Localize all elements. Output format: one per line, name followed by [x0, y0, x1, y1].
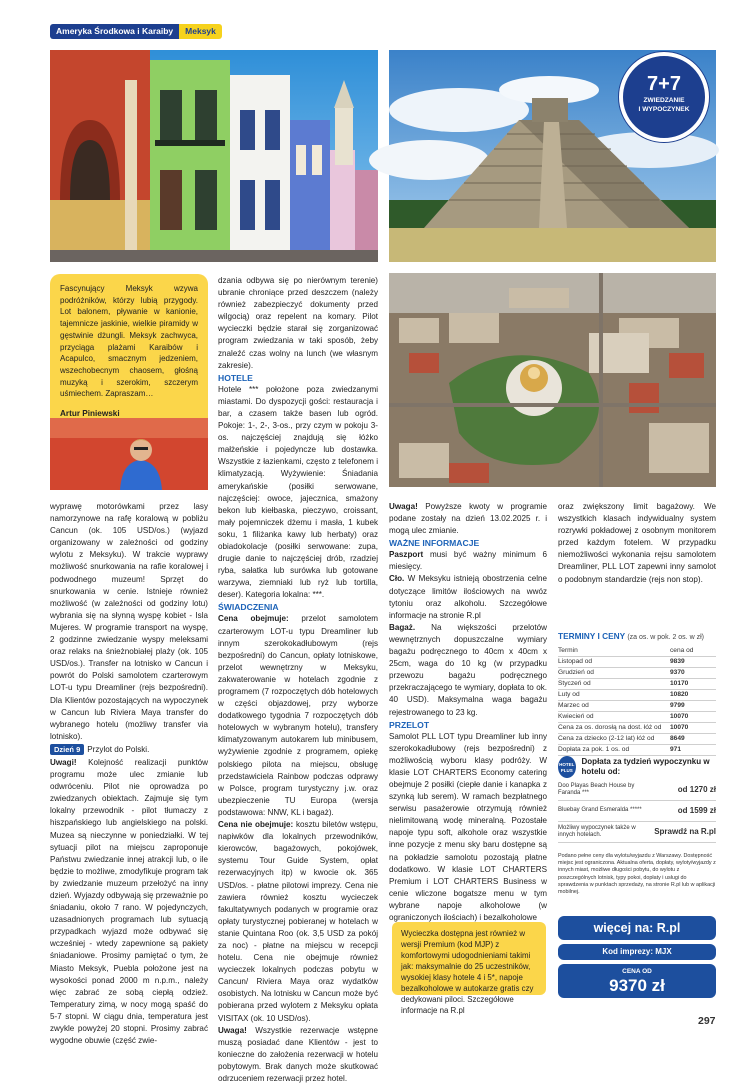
- price-includes-text: przelot samolotem czarterowym LOT-u typu Dreamliner lub innym szerokokadłubowym (rejs bezpośredni) do Cancun, opłaty lotniskowe, przelot wewnętrzny w Meksyku, zakwaterowanie w hotelach zgodnie z programem (7 rozpoczętych dób hotelowych w części objazdowej, przy wyborze dodatkowego tygodnia 7 rozpoczętych dób hotelowych w wybranym hotelu), transfery klimatyzowanym autokarem lub minibusem, wyżywienie zgodnie z programem, opiekę polskiego pilota na miejscu, obsługę przedstawiciela Rainbow podczas odprawy w Polsce, program turystyczny j.w. oraz ubezpieczenie TU Europa (wersja podstawowa: NNW, KL i bagaż).: [218, 614, 378, 817]
- row-value: 9839: [670, 657, 716, 668]
- sightseeing-badge: [619, 52, 709, 142]
- notes-text: Kolejność realizacji punktów programu może ulec zmianie lub odwróceniu. Pilot nie oprowadza po zwiedzanych obiektach. Zajmuje się tym lokalny przewodnik - pilot tłumaczy z hiszpańskiego lub angielskiego na polski. Muzea są nieczynne w poniedziałki. W tej sytuacji pilot na miejscu zaproponuje Państwu zwiedzanie innej atrakcji lub, o ile będzie to możliwe, zmodyfikuje program tak by zwiedzanie muzeum przełożyć na inny dzień. Wyjazdy odbywają się przeważnie po śniadaniu, około 7 rano. W pojedynczych, uzasadnionych programach lub sytuacją przypadkach wyjazd może odbywać się wcześniej - wtedy zapewnione są pakiety śniadaniowe. Prosimy pamiętać o tym, że Miasto Meksyk, Puebla położone jest na wysokości ponad 2000 m n.p.m., należy więc zabrać ze sobą ciepłą odzież. Temperatury zimą, w nocy mogą spaść do 5-7 stopni. W ciągu dnia, temperatura jest zwykle powyżej 20 stopni. Prosimy zabrać wygodne obuwie (część zwie-: [50, 757, 208, 1046]
- hotel-row[interactable]: [558, 822, 716, 843]
- row-value: 10070: [670, 723, 716, 734]
- table-row: [558, 657, 716, 668]
- baggage-text: Na większości przelotów wewnętrznych dopuszczalne wymiary bagażu podręcznego to 40cm x 40cm x 25cm, waga do 10 kg (w przypadku przewozu bagażu podręcznego przekraczającego te wymiary, dopłata to ok. 40 USD). Maksymalna waga bagażu rejestrowanego to 23 kg.: [389, 622, 547, 717]
- price-from-box[interactable]: [558, 964, 716, 998]
- passport-label: Paszport: [389, 550, 424, 560]
- hotel-name: Możliwy wypoczynek także w innych hotelach.: [558, 824, 636, 838]
- prices-table: [558, 646, 716, 756]
- colonial-street-photo: [50, 50, 378, 262]
- price-includes-label: Cena obejmuje:: [218, 614, 289, 624]
- prices-title: [558, 631, 716, 643]
- price-excludes-label: Cena nie obejmuje:: [218, 820, 294, 830]
- rates-note-label: Uwaga!: [389, 502, 418, 511]
- row-label: Kwiecień od: [558, 712, 670, 723]
- more-info-button[interactable]: więcej na: R.pl: [558, 916, 716, 940]
- table-row: [558, 701, 716, 712]
- hotel-row[interactable]: [558, 801, 716, 822]
- column-3: [389, 501, 547, 924]
- col4-text: oraz zwiększony limit bagażowy. We wszystkich klasach indywidualny system rozrywki pokładowej z osobnym monitorem przed każdym fotelem. W przypadku niemożliwości wykonania rejsu samolotem Dreamliner, PLL LOT zapewni inny samolot o podobnym standardzie (rejs non stop).: [558, 502, 716, 584]
- row-label: Listopad od: [558, 657, 670, 668]
- table-row: [558, 668, 716, 679]
- prices-header-row: [558, 646, 716, 657]
- hotel-name: Doo Playas Beach House by Faranda ***: [558, 782, 635, 796]
- row-label: Cena za os. dorosłą na dost. łóż od: [558, 723, 670, 734]
- breadcrumb-region[interactable]: Ameryka Środkowa i Karaiby: [50, 24, 179, 39]
- prices-head-right: cena od: [670, 646, 716, 657]
- heading-flight: PRZELOT: [389, 719, 430, 730]
- table-row: [558, 679, 716, 690]
- column-2: [218, 275, 378, 1085]
- badge-line1: ZWIEDZANIE: [643, 97, 685, 104]
- reservation-note-text: Wszystkie rezerwacje wstępne muszą posiadać dane Klientów - jest to konieczne do założenia rezerwacji w hotelu pobytowym. Brak danych może skutkować odrzuceniem rezerwacji przez hotel.: [218, 1025, 378, 1083]
- customs-text: W Meksyku istnieją obostrzenia celne dotyczące limitów ilościowych na wwóz tytoniu oraz alkoholu. Szczegółowe informacje na stronie R.pl: [389, 574, 547, 620]
- table-row: [558, 712, 716, 723]
- table-row: [558, 690, 716, 701]
- page-number: 297: [698, 1015, 716, 1027]
- customs-label: Cło.: [389, 574, 405, 584]
- price-from-label: CENA OD: [622, 968, 652, 975]
- hotel-plus-logo: HOTEL PLUS: [558, 756, 576, 778]
- hotels-text: Hotele *** położone poza zwiedzanymi miastami. Do dyspozycji gości: restauracja i bar, a czasem także basen lub ogród. Pokoje: 1-, 2-, 3-os., przy czym w pokoju 3-os. najczęściej znajdują się łóżko małżeńskie i pojedyncze lub dostawka. Wszystkie z łazienkami, często z telefonem i klimatyzacją. Wyżywienie: Śniadania amerykańskie (posiłki serwowane, najczęściej: owoce, jajecznica, smażony bekon lub kiełbaska, pieczywo, croissant, mały pojemniczek dżemu i masła, 1 kubek soku, 1 filiżanka kawy lub herbaty) oraz obiadokolacje (posiłki serwowane: zupa, drugie danie to najczęściej drób, rzadziej ryba, sałatka lub surówka lub gotowane warzywa, ziemniaki lub ryż lub tortilla, deser). Kategoria lokalna: ***.: [218, 384, 378, 600]
- baggage-label: Bagaż.: [389, 622, 416, 632]
- row-label: Marzec od: [558, 701, 670, 712]
- hotel-row[interactable]: [558, 780, 716, 801]
- trip-code-label: Kod imprezy: MJX: [558, 944, 716, 960]
- price-from-value: 9370 zł: [609, 976, 665, 995]
- row-label: Dopłata za pok. 1 os. od: [558, 745, 670, 756]
- row-value: 971: [670, 745, 716, 756]
- hotel-price: Sprawdź na R.pl: [654, 827, 716, 837]
- breadcrumb: [50, 24, 222, 39]
- day-9-badge: Dzień 9: [50, 744, 84, 755]
- hotel-supplement-box: [558, 754, 716, 843]
- col1-paragraph-1: wyprawę motorówkami przez lasy namorzynowe na rafę koralową w pobliżu Cancun (ok. 105 USD/os.) (wyjazd organizowany w zależności od godziny wylotu z Meksyku). W trakcie wyprawy możliwość snurkowania na rafie koralowej i podwodnego muzeum! Sprzęt do snurkowania w cenie. Istnieje również możliwość (w zależności od godziny lotu) wybrania się na słynną wyspę kobiet - Isla Mujeres. W programie transport na wyspę, 2 godzinne zwiedzanie wyspy meleksami oraz relaks na śnieżnobiałej plaży (ok. 105 USD/os.). Transfer na lotnisko w Cancun i powrót do Polski samolotem czarterowym LOT-u typu Dreamliner (rejs bezpośredni). Dla Klientów pozostających na wypoczynek w Cancun lub Riviera Maya transfer do wybranego hotelu (możliwy transfer via lotnisko).: [50, 502, 208, 741]
- column-4: [558, 501, 716, 586]
- heading-hotels: HOTELE: [218, 372, 253, 383]
- price-disclaimer: Podano pełne ceny dla wylotu/wyjazdu z Warszawy. Dostępność miejsc jest ograniczona. Aktualna oferta, dopłaty, wyloty/wyjazdy z innych miast, możliwe długości pobytu, do wylotu z poszczególnych lotnisk, typy pokoi, dopłaty i usługi do sprawdzenia w punktach sprzedaży, na stronie R.pl lub w aplikacji mobilnej.: [558, 853, 716, 896]
- price-excludes-text: kosztu biletów wstępu, napiwków dla lokalnych przewodników, kierowców, bagażowych, pokojówek, systemu Tour Guide System, opłat rezerwacyjnych itp) w kwocie ok. 365 USD/os. - płatne pilotowi imprezy. Cena nie zawiera również kosztu wycieczek fakultatywnych podanych w programie oraz opłaty turystycznej pobieranej w hotelach w stanie Quintana Roo (ok. 3,5 USD za pokój za noc) - płatne na miejscu w recepcji hotelu. Cena nie obejmuje również wycieczek lokalnych podczas pobytu w Cancun/ Riviera Maya oraz wydatków osobistych. Na lotnisku w Cancun może być pobierana przed wylotem z Meksyku opłata VISITAX (ok. 10 USD/os).: [218, 820, 378, 1023]
- row-value: 10170: [670, 679, 716, 690]
- row-label: Grudzień od: [558, 668, 670, 679]
- row-label: Cena za dziecko (2-12 lat) łóż od: [558, 734, 670, 745]
- mexico-city-aerial-photo: [389, 273, 716, 487]
- guide-quote-box: [50, 274, 208, 490]
- notes-label: Uwagi!: [50, 757, 77, 767]
- heading-services: ŚWIADCZENIA: [218, 602, 279, 613]
- flight-text: Samolot PLL LOT typu Dreamliner lub inny szerokokadłubowy (rejs bezpośredni) z możliwością wyboru klasy podróży. W klasie LOT CHARTERS Economy catering obejmuje 2 posiłki (ciepłe danie i kanapka z szynką lub serem). W ramach bezpłatnego serwisu pasażerowie otrzymują również nielimitowaną wodę mineralną. Pozostałe napoje typu soft, alkohole oraz wszystkie inne pozycje z menu sky baru dostępne są na pokładzie samolotu pozostają płatne dodatkowo. W klasie LOT CHARTERS Premium i LOT CHARTERS Business w cenie wliczone bogatsze menu w tym wybrane napoje alkoholowe (w ograniczonych ilościach) i bezalkoholowe: [389, 731, 547, 922]
- table-row: [558, 723, 716, 734]
- row-value: 9799: [670, 701, 716, 712]
- prices-head-left: Termin: [558, 646, 670, 657]
- heading-important-info: WAŻNE INFORMACJE: [389, 538, 480, 549]
- col2-paragraph-1: dzania odbywa się po nierównym terenie) ubranie chroniące przed deszczem (należy również zabezpieczyć dokumenty przed wilgocią) oraz repelent na komary. Pilot wycieczki będzie starał się zorganizować program zwiedzania w taki sposób, żeby znaleźć czas wolny na lunch (we własnym zakresie).: [218, 276, 378, 370]
- guide-portrait: [50, 418, 208, 490]
- row-label: Styczeń od: [558, 679, 670, 690]
- passport-text: musi być ważny minimum 6 miesięcy.: [389, 550, 548, 572]
- premium-info-box: Wycieczka dostępna jest również w wersji Premium (kod MJP) z komfortowymi udogodnieniami takimi jak: maksymalnie do 25 uczestników, wysokiej klasy hotele 4 i 5*, napoje bezalkoholowe w autokarze gratis czy dedykowani piloci. Szczegółowe informacje na R.pl: [392, 922, 546, 995]
- hotel-price: od 1599 zł: [677, 806, 716, 816]
- quote-author-name: Artur Piniewski: [60, 409, 120, 419]
- table-row: [558, 734, 716, 745]
- breadcrumb-country[interactable]: Meksyk: [179, 24, 222, 39]
- reservation-note-label: Uwaga!: [218, 1025, 247, 1035]
- row-value: 10820: [670, 690, 716, 701]
- row-value: 10070: [670, 712, 716, 723]
- rates-note-text: Powyższe kwoty w programie podane zostały na dzień 13.02.2025 r. i mogą ulec zmianie.: [389, 502, 547, 536]
- prices-title-text: TERMINY I CENY: [558, 631, 626, 641]
- prices-subtitle: (za os. w pok. 2 os. w zł): [627, 634, 704, 641]
- badge-line2: I WYPOCZYNEK: [638, 105, 690, 113]
- row-label: Luty od: [558, 690, 670, 701]
- hotel-supplement-title: Dopłata za tydzień wypoczynku w hotelu od:: [581, 757, 710, 776]
- prices-panel: [558, 631, 716, 756]
- day-9-text: Przylot do Polski.: [87, 744, 150, 754]
- hotel-price: od 1270 zł: [677, 785, 716, 795]
- column-1: [50, 501, 208, 1047]
- badge-number: 7+7: [647, 73, 681, 95]
- quote-text: Fascynujący Meksyk wzywa podróżników, którzy lubią przygody. Lot balonem, pływanie w kanionie, tajemnicze jaskinie, wielkie piramidy w gęstwinie dżungli. Meksyk zachwyca, przyciąga plażami Karaibów i Acapulco, smacznym jedzeniem, wszechobecnym chaosem, głośną muzyką i szerokim, szczerym uśmiechem. Zapraszam…: [60, 284, 198, 399]
- row-value: 9370: [670, 668, 716, 679]
- row-value: 8649: [670, 734, 716, 745]
- hotel-name: Bluebay Grand Esmeralda *****: [558, 807, 642, 814]
